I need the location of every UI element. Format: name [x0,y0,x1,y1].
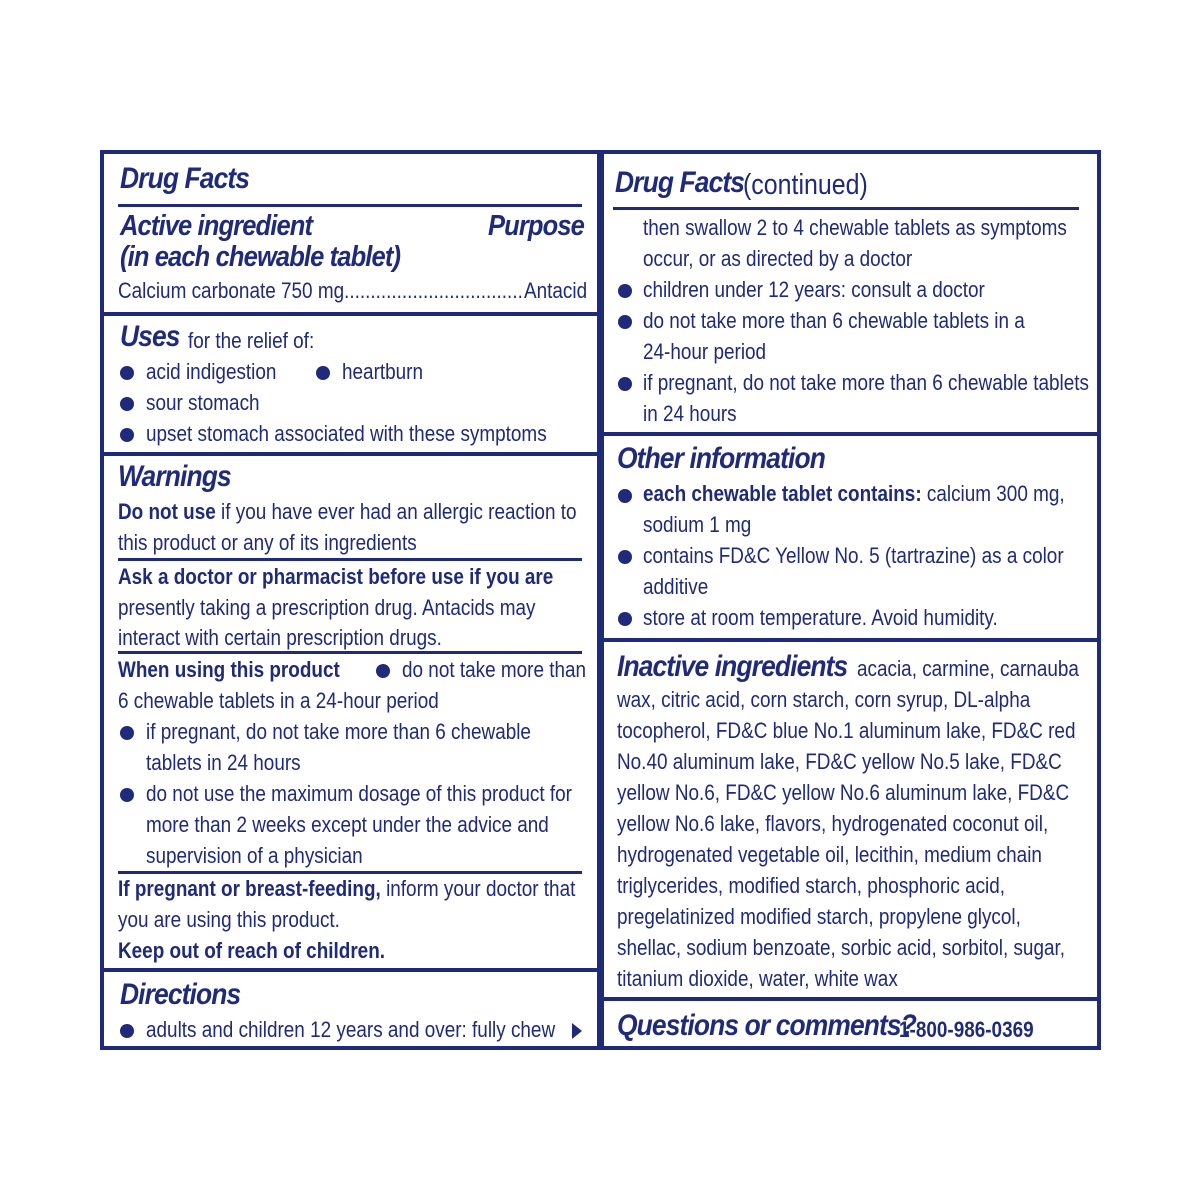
ask-doctor-text-2: interact with certain prescription drugs. [118,625,442,650]
section-divider [104,968,600,972]
do-not-use-label: Do not use [118,499,216,524]
divider [613,207,1079,210]
do-not-use-text-2: this product or any of its ingredients [118,530,417,555]
inactive-ingredients-line: No.40 aluminum lake, FD&C yellow No.5 lake, FD&C [617,749,1062,774]
uses-item: sour stomach [146,390,260,415]
drug-facts-title: Drug Facts [120,162,250,195]
uses-heading: Uses [120,320,180,353]
inactive-ingredients-line: titanium dioxide, water, white wax [617,966,898,991]
bullet-icon [120,788,134,802]
continued-label: (continued) [743,169,868,201]
bullet-icon [618,315,632,329]
inactive-ingredients-line: triglycerides, modified starch, phosphoric acid, [617,873,1006,898]
ask-doctor-text-1: presently taking a prescription drug. Antacids may [118,595,536,620]
ingredient-line: Calcium carbonate 750 mg.................................. [118,278,523,303]
other-item: store at room temperature. Avoid humidity. [643,605,998,630]
do-not-use-line [118,496,577,527]
ingredient-purpose: Antacid [524,278,588,303]
when-using-item: more than 2 weeks except under the advice and [146,812,549,837]
other-item-text: calcium 300 mg, [926,481,1065,506]
continued-item: in 24 hours [643,401,737,426]
bullet-icon [120,366,134,380]
section-divider [601,432,1097,436]
keep-out-of-reach: Keep out of reach of children. [118,938,386,963]
ask-doctor-label: Ask a doctor or pharmacist before use if you are [118,564,554,589]
continued-item: do not take more than 6 chewable tablets in a [643,308,1025,333]
other-item [643,478,1065,509]
active-ingredient-heading: Active ingredient [120,210,313,242]
continued-item: children under 12 years: consult a doctor [643,277,985,302]
warnings-heading: Warnings [118,460,231,493]
inactive-ingredients-line: pregelatinized modified starch, propylene glycol, [617,904,1021,929]
uses-intro: for the relief of: [188,328,315,353]
phone-number: 1-800-986-0369 [899,1017,1034,1042]
inactive-ingredients-line: tocopherol, FD&C blue No.1 aluminum lake, FD&C red [617,718,1076,743]
other-item-label: each chewable tablet contains: [643,481,922,506]
uses-item: acid indigestion [146,359,277,384]
section-divider [104,452,600,456]
bullet-icon [618,550,632,564]
inactive-ingredients-line: wax, citric acid, corn starch, corn syrup, DL-alpha [617,687,1031,712]
bullet-icon [618,377,632,391]
divider [118,204,582,207]
continued-line: occur, or as directed by a doctor [643,246,913,271]
inactive-ingredients-line: hydrogenated vegetable oil, lecithin, medium chain [617,842,1042,867]
drug-facts-right-panel [597,150,1101,1050]
continued-item: 24-hour period [643,339,767,364]
pregnant-text-2: you are using this product. [118,907,340,932]
pregnant-label: If pregnant or breast-feeding, [118,876,381,901]
bullet-icon [376,664,390,678]
inactive-ingredients-line: acacia, carmine, carnauba [857,656,1079,681]
do-not-use-text: if you have ever had an allergic reaction to [221,499,577,524]
continued-line: then swallow 2 to 4 chewable tablets as symptoms [643,215,1067,240]
bullet-icon [618,489,632,503]
active-ingredient-subheading: (in each chewable tablet) [120,241,401,273]
bullet-icon [120,726,134,740]
section-divider [601,638,1097,642]
drug-facts-left-panel [100,150,604,1050]
section-divider [104,312,600,316]
pregnant-text: inform your doctor that [386,876,576,901]
bullet-icon [120,1024,134,1038]
other-item: contains FD&C Yellow No. 5 (tartrazine) as a color [643,543,1064,568]
when-using-item: if pregnant, do not take more than 6 chewable [146,719,531,744]
uses-item: heartburn [342,359,424,384]
bullet-icon [316,366,330,380]
directions-heading: Directions [120,978,241,1011]
when-using-label: When using this product [118,657,340,682]
uses-item: upset stomach associated with these symptoms [146,421,547,446]
inactive-ingredients-line: shellac, sodium benzoate, sorbic acid, sorbitol, sugar, [617,935,1066,960]
when-using-item: tablets in 24 hours [146,750,301,775]
when-using-item: do not use the maximum dosage of this product for [146,781,572,806]
purpose-heading: Purpose [488,210,584,242]
pregnant-line [118,873,575,904]
other-item: sodium 1 mg [643,512,752,537]
when-using-item: 6 chewable tablets in a 24-hour period [118,688,439,713]
inactive-ingredients-line: yellow No.6 lake, flavors, hydrogenated coconut oil, [617,811,1049,836]
continued-item: if pregnant, do not take more than 6 chewable tablets [643,370,1089,395]
inactive-ingredients-line: yellow No.6, FD&C yellow No.6 aluminum lake, FD&C [617,780,1070,805]
bullet-icon [120,428,134,442]
other-information-heading: Other information [617,442,825,475]
when-using-item: do not take more than [402,657,587,682]
bullet-icon [618,284,632,298]
bullet-icon [618,612,632,626]
questions-heading: Questions or comments? [617,1009,916,1042]
when-using-item: supervision of a physician [146,843,363,868]
inactive-ingredients-heading: Inactive ingredients [617,650,848,683]
directions-item: adults and children 12 years and over: fully chew [146,1017,556,1042]
continue-arrow-icon [572,1023,582,1039]
section-divider [601,997,1097,1001]
drug-facts-continued-title: Drug Facts [615,166,745,199]
bullet-icon [120,397,134,411]
other-item: additive [643,574,709,599]
